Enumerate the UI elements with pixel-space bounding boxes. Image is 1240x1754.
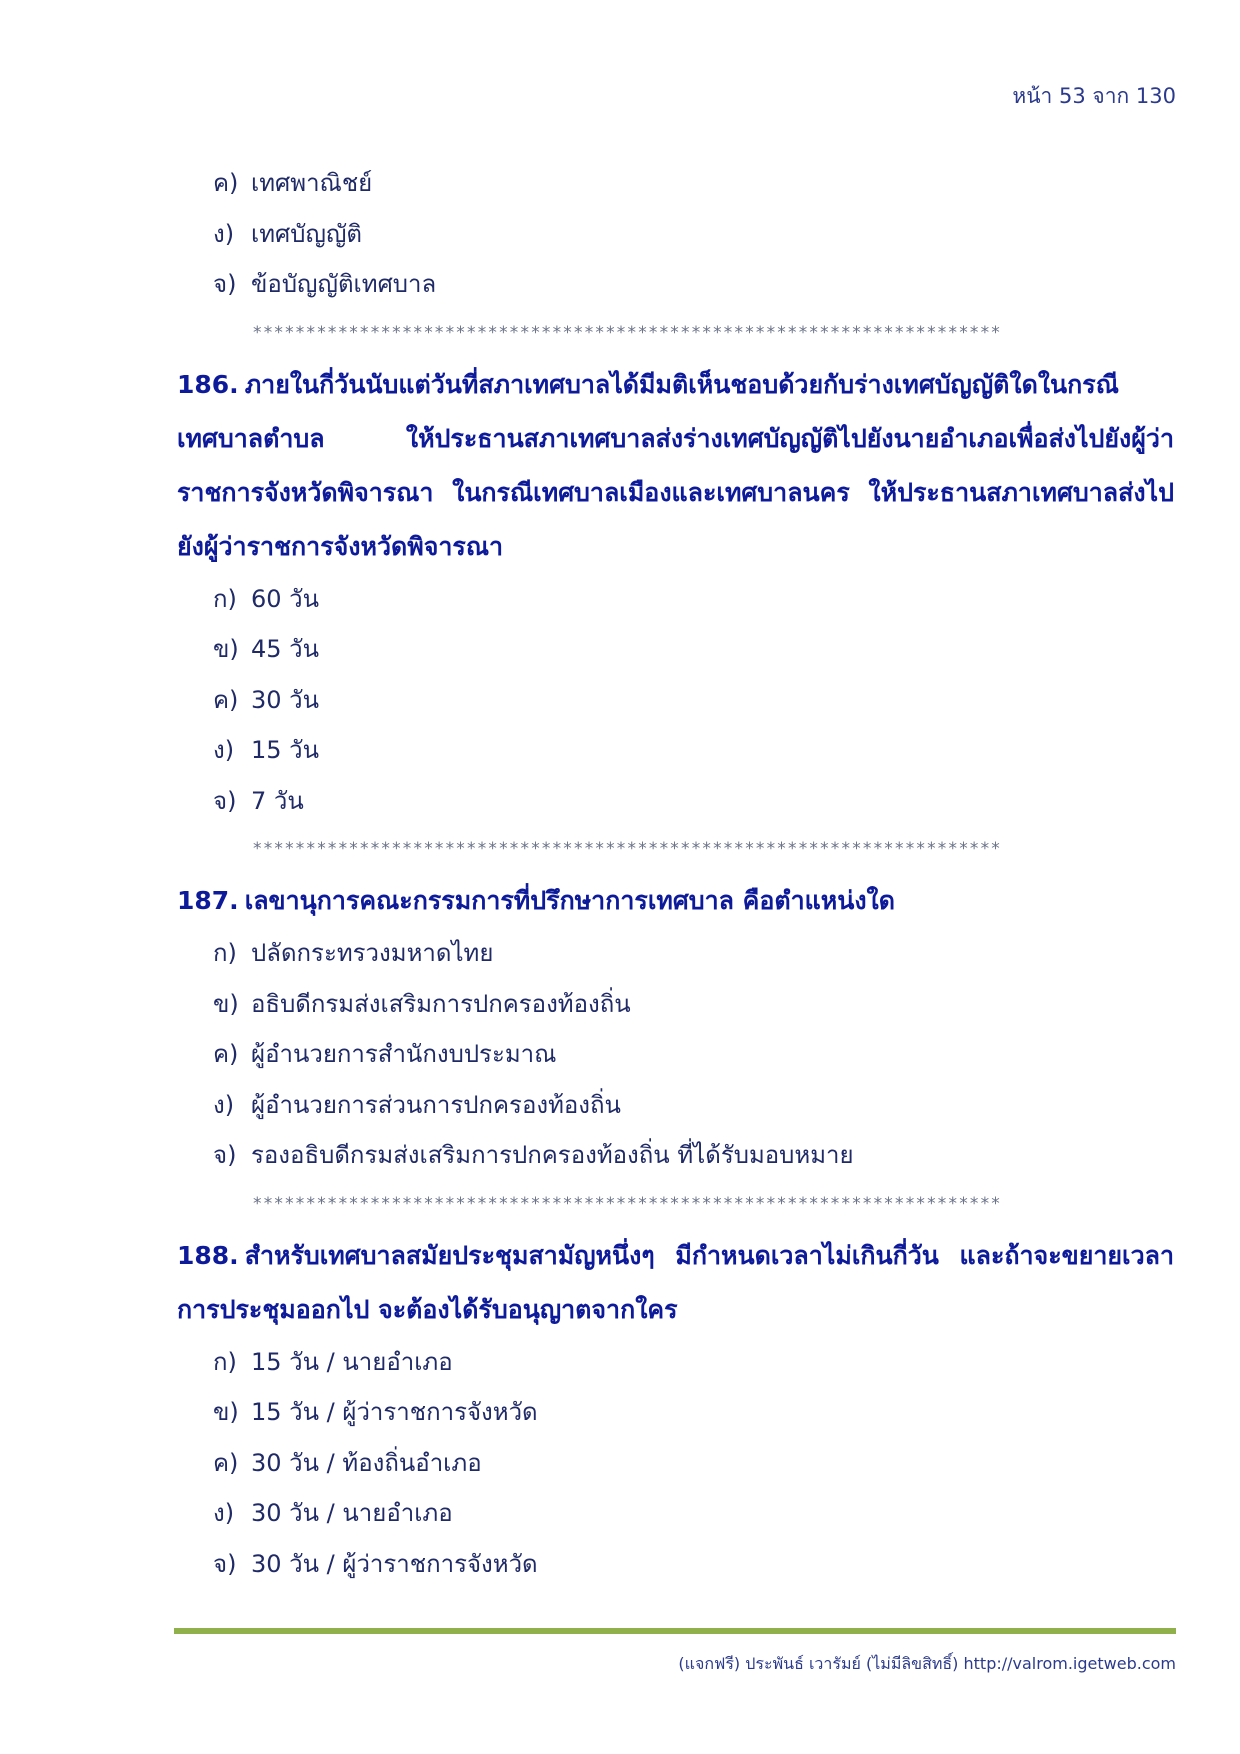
option-text: ผู้อำนวยการส่วนการปกครองท้องถิ่น bbox=[251, 1090, 621, 1119]
option-item bbox=[213, 928, 1174, 979]
option-text: 60 วัน bbox=[251, 584, 320, 613]
option-item bbox=[213, 574, 1174, 625]
option-item bbox=[213, 209, 1174, 260]
question-text: ภายในกี่วันนับแต่วันที่สภาเทศบาลได้มีมติเห็นชอบด้วยกับร่างเทศบัญญัติใดในกรณีเทศบาลตำบล ให้ประธานสภาเทศบาลส่งร่างเทศบัญญัติไปยังนายอำเภอเพื่อส่งไปยังผู้ว่าราชการจังหวัดพิจารณา ในกรณีเทศบาลเมืองและเทศบาลนคร ให้ประธานสภาเทศบาลส่งไปยังผู้ว่าราชการจังหวัดพิจารณา bbox=[177, 369, 1174, 561]
option-text: 7 วัน bbox=[251, 786, 304, 815]
option-letter: ง) bbox=[213, 736, 235, 764]
option-letter: ค) bbox=[213, 169, 239, 197]
separator: ********************************************************************** bbox=[253, 322, 1002, 343]
option-letter: จ) bbox=[213, 1549, 237, 1578]
option-text: ปลัดกระทรวงมหาดไทย bbox=[251, 939, 494, 967]
option-item bbox=[213, 1387, 1174, 1438]
option-letter: จ) bbox=[213, 786, 237, 815]
option-letter: ค) bbox=[213, 1040, 239, 1068]
option-letter: ก) bbox=[213, 584, 237, 613]
option-item bbox=[213, 1080, 1174, 1131]
option-item bbox=[213, 1539, 1174, 1590]
option-letter: ง) bbox=[213, 219, 235, 248]
option-item bbox=[213, 624, 1174, 675]
option-item bbox=[213, 1488, 1174, 1539]
question-186 bbox=[177, 358, 1174, 574]
option-item bbox=[213, 776, 1174, 827]
option-letter: ค) bbox=[213, 685, 239, 714]
option-item bbox=[213, 259, 1174, 310]
option-letter: จ) bbox=[213, 270, 237, 298]
option-text: 15 วัน / ผู้ว่าราชการจังหวัด bbox=[251, 1398, 538, 1426]
question-number: 188. bbox=[177, 1240, 239, 1270]
option-letter: ค) bbox=[213, 1448, 239, 1477]
option-item bbox=[213, 725, 1174, 776]
option-item bbox=[213, 158, 1174, 209]
option-item bbox=[213, 1337, 1174, 1388]
option-letter: ง) bbox=[213, 1090, 235, 1119]
question-text: เลขานุการคณะกรรมการที่ปรึกษาการเทศบาล คือตำแหน่งใด bbox=[244, 886, 895, 915]
option-letter: ก) bbox=[213, 1347, 237, 1376]
prev-options bbox=[177, 158, 1174, 310]
option-item bbox=[213, 1438, 1174, 1489]
option-letter: ข) bbox=[213, 635, 239, 663]
separator: ********************************************************************** bbox=[253, 1193, 1002, 1214]
question-188 bbox=[177, 1229, 1174, 1337]
option-text: อธิบดีกรมส่งเสริมการปกครองท้องถิ่น bbox=[251, 989, 631, 1018]
option-letter: ง) bbox=[213, 1499, 235, 1527]
option-letter: ข) bbox=[213, 989, 239, 1018]
option-text: เทศพาณิชย์ bbox=[251, 169, 373, 197]
option-text: 15 วัน / นายอำเภอ bbox=[251, 1347, 453, 1376]
option-text: 30 วัน bbox=[251, 685, 320, 714]
option-letter: ข) bbox=[213, 1398, 239, 1426]
option-text: ข้อบัญญัติเทศบาล bbox=[251, 270, 437, 298]
question-187 bbox=[177, 874, 1174, 928]
option-text: 30 วัน / ผู้ว่าราชการจังหวัด bbox=[251, 1549, 538, 1578]
option-letter: จ) bbox=[213, 1141, 237, 1169]
option-text: 15 วัน bbox=[251, 736, 320, 764]
question-number: 187. bbox=[177, 886, 239, 915]
option-item bbox=[213, 1029, 1174, 1080]
footer-divider bbox=[174, 1628, 1176, 1634]
option-letter: ก) bbox=[213, 939, 237, 967]
footer-credit: (แจกฟรี) ประพันธ์ เวารัมย์ (ไม่มีลิขสิทธิ์) http://valrom.igetweb.com bbox=[678, 1654, 1176, 1673]
option-text: เทศบัญญัติ bbox=[251, 219, 362, 248]
option-text: 30 วัน / ท้องถิ่นอำเภอ bbox=[251, 1448, 482, 1477]
question-number: 186. bbox=[177, 369, 239, 399]
page-number: หน้า 53 จาก 130 bbox=[1012, 84, 1176, 108]
option-text: 30 วัน / นายอำเภอ bbox=[251, 1499, 453, 1527]
option-item bbox=[213, 1130, 1174, 1181]
separator: ********************************************************************** bbox=[253, 839, 1002, 859]
option-text: 45 วัน bbox=[251, 635, 320, 663]
option-text: ผู้อำนวยการสำนักงบประมาณ bbox=[251, 1040, 557, 1068]
option-item bbox=[213, 979, 1174, 1030]
question-text: สำหรับเทศบาลสมัยประชุมสามัญหนึ่งๆ มีกำหนดเวลาไม่เกินกี่วัน และถ้าจะขยายเวลาการประชุมออกไป จะต้องได้รับอนุญาตจากใคร bbox=[177, 1240, 1174, 1324]
option-text: รองอธิบดีกรมส่งเสริมการปกครองท้องถิ่น ที่ได้รับมอบหมาย bbox=[251, 1141, 854, 1169]
page-content bbox=[177, 158, 1174, 1589]
option-item bbox=[213, 675, 1174, 726]
